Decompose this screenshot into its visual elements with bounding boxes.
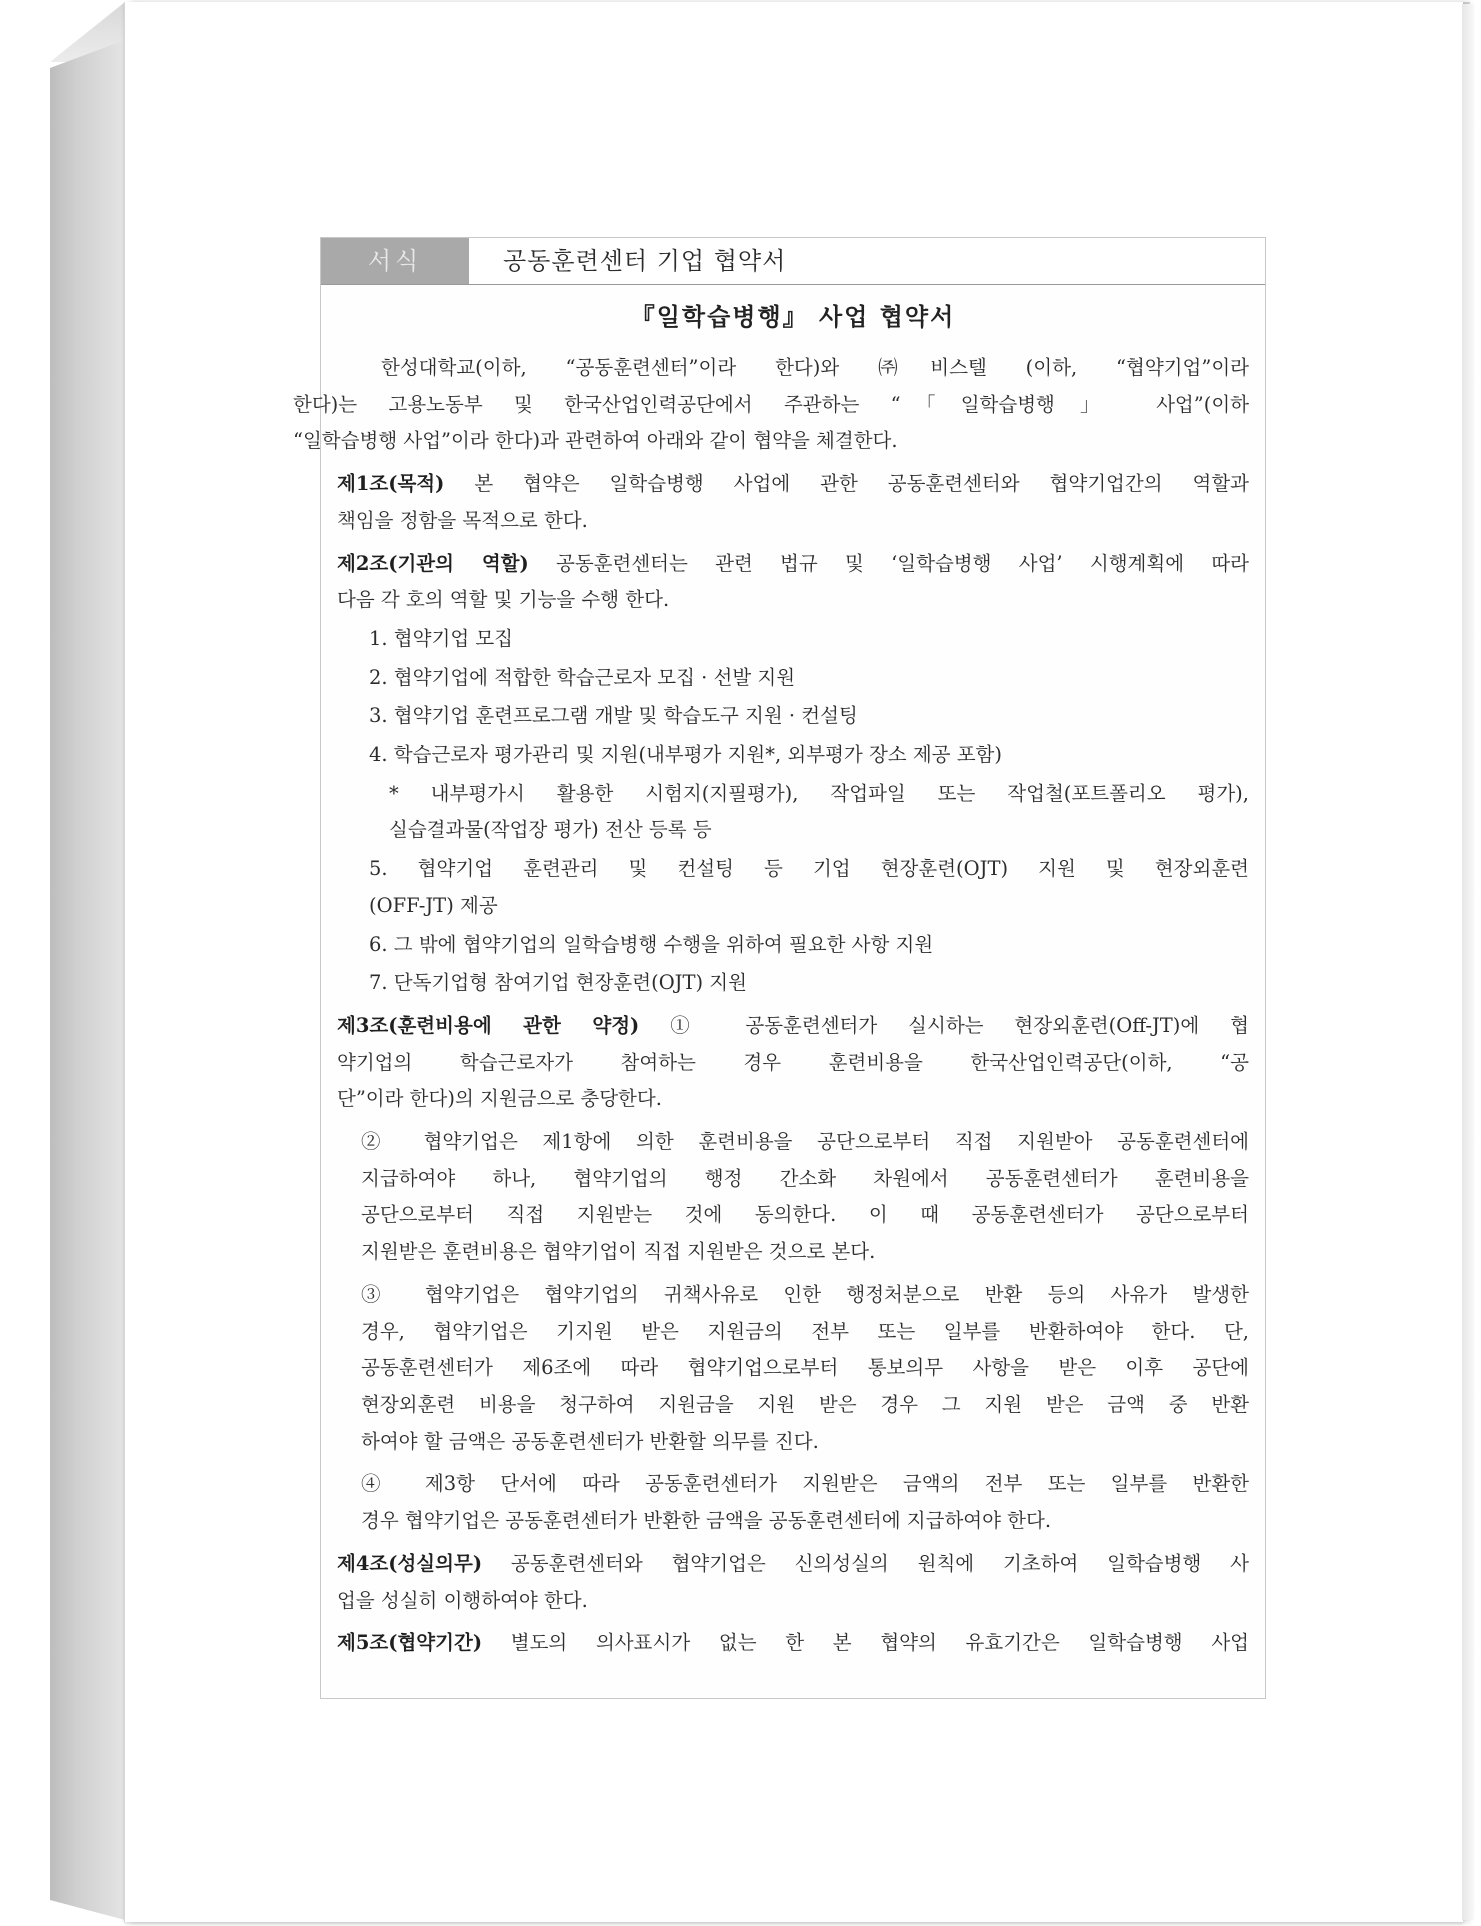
note-line: 실습결과물(작업장 평가) 전산 등록 등 xyxy=(389,818,712,842)
intro-paragraph xyxy=(293,350,1249,460)
article-3-paragraph-3 xyxy=(337,1277,1249,1461)
article-3-paragraph-4 xyxy=(337,1466,1249,1539)
p3-line: 공동훈련센터가 제6조에 따라 협약기업으로부터 통보의무 사항을 받은 이후 공단에 xyxy=(361,1356,1249,1380)
p4-line: ④ 제3항 단서에 따라 공동훈련센터가 지원받은 금액의 전부 또는 일부를 반환한 xyxy=(361,1472,1249,1496)
article-1-text: 본 협약은 일학습병행 사업에 관한 공동훈련센터와 협약기업간의 역할과 xyxy=(444,472,1249,496)
article-5 xyxy=(337,1625,1249,1662)
form-tag: 서식 xyxy=(321,238,469,284)
book-spine xyxy=(50,40,125,1920)
p4-line: 경우 협약기업은 공동훈련센터가 반환한 금액을 공동훈련센터에 지급하여야 한다. xyxy=(361,1509,1052,1533)
intro-line: 한다)는 고용노동부 및 한국산업인력공단에서 주관하는 “「일학습병행」 사업”(이하 xyxy=(293,392,1249,416)
article-2-item: 4. 학습근로자 평가관리 및 지원(내부평가 지원*, 외부평가 장소 제공 포함) xyxy=(369,743,1002,767)
article-1-text: 책임을 정함을 목적으로 한다. xyxy=(337,508,588,532)
article-2-item-6: 6. 그 밖에 협약기업의 일학습병행 수행을 위하여 필요한 사항 지원 xyxy=(369,932,934,956)
article-2-item: 3. 협약기업 훈련프로그램 개발 및 학습도구 지원 · 컨설팅 xyxy=(369,704,858,728)
article-3-heading: 제3조(훈련비용에 관한 약정) xyxy=(337,1013,640,1037)
article-3-paragraph-2 xyxy=(337,1124,1249,1271)
scanned-document xyxy=(293,237,1266,1699)
article-2-item: 2. 협약기업에 적합한 학습근로자 모집 · 선발 지원 xyxy=(369,665,796,689)
article-1-heading: 제1조(목적) xyxy=(337,472,445,496)
document-body xyxy=(293,350,1249,1664)
article-2 xyxy=(337,546,1249,619)
article-5-text: 별도의 의사표시가 없는 한 본 협약의 유효기간은 일학습병행 사업 xyxy=(482,1631,1249,1655)
article-3-text: 약기업의 학습근로자가 참여하는 경우 훈련비용을 한국산업인력공단(이하, “공 xyxy=(337,1050,1249,1074)
p3-line: 현장외훈련 비용을 청구하여 지원금을 지원 받은 경우 그 지원 받은 금액 중 반환 xyxy=(361,1392,1249,1416)
article-2-note xyxy=(337,776,1249,849)
article-4-text: 공동훈련센터와 협약기업은 신의성실의 원칙에 기초하여 일학습병행 사 xyxy=(482,1551,1249,1575)
article-3-text: ① 공동훈련센터가 실시하는 현장외훈련(Off-JT)에 협 xyxy=(639,1013,1249,1037)
p2-line: 지급하여야 하나, 협약기업의 행정 간소화 차원에서 공동훈련센터가 훈련비용을 xyxy=(361,1166,1249,1190)
page-right-edge xyxy=(1462,4,1474,1920)
article-2-text: 다음 각 호의 역할 및 기능을 수행 한다. xyxy=(337,588,670,612)
note-line: * 내부평가시 활용한 시험지(지필평가), 작업파일 또는 작업철(포트폴리오 평가), xyxy=(389,781,1249,805)
article-2-heading: 제2조(기관의 역할) xyxy=(337,551,529,575)
article-2-item-7: 7. 단독기업형 참여기업 현장훈련(OJT) 지원 xyxy=(369,971,747,995)
p3-line: ③ 협약기업은 협약기업의 귀책사유로 인한 행정처분으로 반환 등의 사유가 발생한 xyxy=(361,1282,1249,1306)
p2-line: 공단으로부터 직접 지원받는 것에 동의한다. 이 때 공동훈련센터가 공단으로부터 xyxy=(361,1203,1249,1227)
article-4 xyxy=(337,1546,1249,1619)
article-5-heading: 제5조(협약기간) xyxy=(337,1631,483,1655)
form-title: 공동훈련센터 기업 협약서 xyxy=(503,247,787,275)
article-2-item-5 xyxy=(337,851,1249,924)
article-4-heading: 제4조(성실의무) xyxy=(337,1551,483,1575)
article-2-text: 공동훈련센터는 관련 법규 및 ‘일학습병행 사업’ 시행계획에 따라 xyxy=(528,551,1249,575)
article-4-text: 업을 성실히 이행하여야 한다. xyxy=(337,1588,588,1612)
intro-line: 한성대학교(이하, “공동훈련센터”이라 한다)와 ㈜비스텔 (이하, “협약기업”이라 xyxy=(381,356,1249,379)
article-3-text: 단”이라 한다)의 지원금으로 충당한다. xyxy=(337,1087,662,1111)
p3-line: 경우, 협약기업은 기지원 받은 지원금의 전부 또는 일부를 반환하여야 한다. 단, xyxy=(361,1319,1249,1343)
p2-line: 지원받은 훈련비용은 협약기업이 직접 지원받은 것으로 본다. xyxy=(361,1240,876,1264)
item-5-line: 5. 협약기업 훈련관리 및 컨설팅 등 기업 현장훈련(OJT) 지원 및 현장외훈련 xyxy=(369,857,1249,881)
intro-line: “일학습병행 사업”이라 한다)과 관련하여 아래와 같이 협약을 체결한다. xyxy=(293,429,898,453)
p2-line: ② 협약기업은 제1항에 의한 훈련비용을 공단으로부터 직접 지원받아 공동훈련센터에 xyxy=(361,1130,1249,1154)
article-3 xyxy=(337,1008,1249,1118)
article-2-item: 1. 협약기업 모집 xyxy=(369,626,514,650)
article-1 xyxy=(337,466,1249,539)
item-5-line: (OFF-JT) 제공 xyxy=(369,893,498,917)
p3-line: 하여야 할 금액은 공동훈련센터가 반환할 의무를 진다. xyxy=(361,1429,819,1453)
document-title: 『일학습병행』 사업 협약서 xyxy=(630,302,956,331)
form-header xyxy=(321,238,1265,285)
